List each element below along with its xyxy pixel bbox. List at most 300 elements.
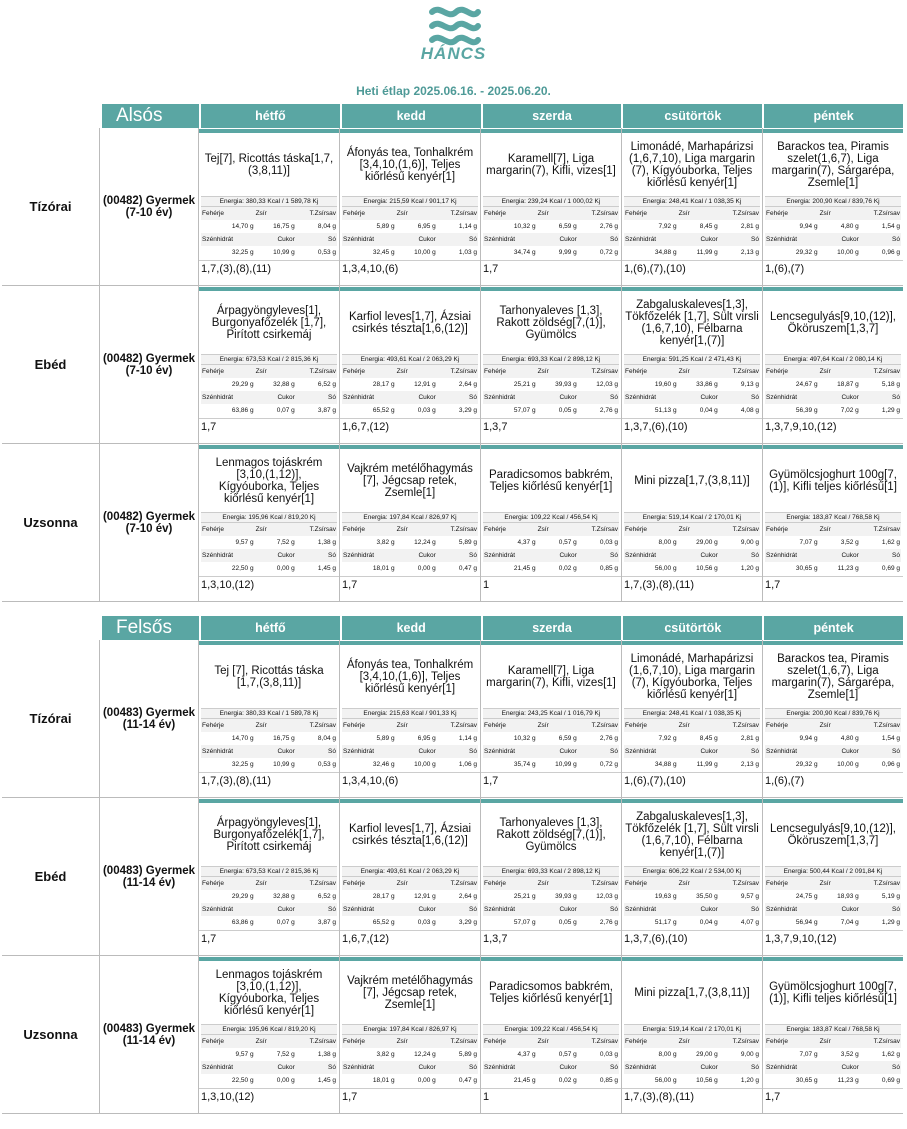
section-header <box>2 104 903 128</box>
fat-label: Zsír <box>537 365 578 378</box>
energy-value: Energia: 380,33 Kcal / 1 589,78 Kj <box>201 196 337 207</box>
allergen-list: 1,7 <box>763 576 903 592</box>
carb-value: 57,07 g <box>513 919 536 926</box>
menu-cell <box>763 128 903 285</box>
satfat-value: 5,89 g <box>458 1051 477 1058</box>
salt-value: 1,20 g <box>740 1077 759 1084</box>
energy-value: Energia: 200,90 Kcal / 839,76 Kj <box>765 708 901 719</box>
allergen-list: 1,3,4,10,(6) <box>340 772 480 788</box>
fat-label: Zsír <box>819 365 860 378</box>
food-description: Áfonyás tea, Tonhalkrém [3,4,10,(1,6)], Teljes kiőrlésű kenyér[1] <box>346 146 474 183</box>
protein-value: 9,57 g <box>235 1051 254 1058</box>
satfat-label: T.Zsírsav <box>860 365 901 378</box>
sugar-value: 0,03 g <box>417 919 436 926</box>
satfat-label: T.Zsírsav <box>860 207 901 220</box>
fat-value: 0,57 g <box>558 1051 577 1058</box>
salt-label: Só <box>578 1061 619 1074</box>
protein-label: Fehérje <box>342 877 396 890</box>
sugar-label: Cukor <box>396 391 437 404</box>
satfat-label: T.Zsírsav <box>437 207 478 220</box>
sugar-label: Cukor <box>396 745 437 758</box>
sugar-label: Cukor <box>537 549 578 562</box>
fat-value: 6,95 g <box>417 735 436 742</box>
carb-label: Szénhidrát <box>765 233 819 246</box>
salt-value: 1,29 g <box>881 919 900 926</box>
menu-section <box>2 616 903 1114</box>
age-group: (00483) Gyermek (11-14 év) <box>100 956 199 1113</box>
fat-value: 8,45 g <box>699 223 718 230</box>
energy-value: Energia: 248,41 Kcal / 1 038,35 Kj <box>624 708 760 719</box>
salt-value: 0,69 g <box>881 565 900 572</box>
fat-value: 32,88 g <box>273 381 295 388</box>
satfat-label: T.Zsírsav <box>578 719 619 732</box>
header-spacer <box>2 616 100 640</box>
salt-label: Só <box>578 391 619 404</box>
energy-value: Energia: 693,33 Kcal / 2 898,12 Kj <box>483 354 619 365</box>
satfat-value: 5,18 g <box>881 381 900 388</box>
menu-cell <box>622 798 763 955</box>
satfat-value: 6,52 g <box>317 893 336 900</box>
sugar-value: 0,03 g <box>417 407 436 414</box>
fat-value: 32,88 g <box>273 893 295 900</box>
meal-row <box>2 286 903 444</box>
salt-value: 0,85 g <box>599 1077 618 1084</box>
sugar-value: 10,00 g <box>414 761 436 768</box>
day-header: szerda <box>481 616 622 640</box>
food-description: Paradicsomos babkrém, Teljes kiőrlésű kenyér[1] <box>489 980 613 1005</box>
food-description: Karfiol leves[1,7], Ázsiai csirkés tészta[1,6,(12)] <box>348 310 472 335</box>
sugar-value: 0,04 g <box>699 407 718 414</box>
fat-value: 6,95 g <box>417 223 436 230</box>
carb-label: Szénhidrát <box>624 1061 678 1074</box>
sugar-label: Cukor <box>255 233 296 246</box>
carb-label: Szénhidrát <box>624 233 678 246</box>
salt-value: 4,07 g <box>740 919 759 926</box>
fat-label: Zsír <box>537 719 578 732</box>
carb-value: 18,01 g <box>372 1077 395 1084</box>
allergen-list: 1,3,10,(12) <box>199 576 339 592</box>
protein-value: 8,00 g <box>658 1051 677 1058</box>
menu-cell <box>763 444 903 601</box>
fat-label: Zsír <box>396 365 437 378</box>
nutrition-grid <box>201 365 337 417</box>
salt-value: 0,69 g <box>881 1077 900 1084</box>
sugar-value: 0,00 g <box>417 565 436 572</box>
nutrition-grid <box>342 207 478 259</box>
carb-label: Szénhidrát <box>483 549 537 562</box>
sugar-value: 0,02 g <box>558 565 577 572</box>
sugar-label: Cukor <box>819 903 860 916</box>
menu-cell <box>340 798 481 955</box>
nutrition-grid <box>201 719 337 771</box>
salt-label: Só <box>860 745 901 758</box>
sugar-value: 10,99 g <box>273 761 295 768</box>
satfat-label: T.Zsírsav <box>578 523 619 536</box>
carb-value: 56,00 g <box>654 1077 677 1084</box>
salt-value: 3,87 g <box>317 919 336 926</box>
energy-value: Energia: 673,53 Kcal / 2 815,36 Kj <box>201 866 337 877</box>
satfat-label: T.Zsírsav <box>296 1035 337 1048</box>
carb-value: 35,74 g <box>513 761 536 768</box>
nutrition-grid <box>765 523 901 575</box>
satfat-label: T.Zsírsav <box>860 1035 901 1048</box>
section-label: Felsős <box>100 616 199 640</box>
salt-value: 0,96 g <box>881 761 900 768</box>
sugar-value: 0,05 g <box>558 919 577 926</box>
carb-label: Szénhidrát <box>483 903 537 916</box>
energy-value: Energia: 183,87 Kcal / 768,58 Kj <box>765 1024 901 1035</box>
nutrition-grid <box>483 877 619 929</box>
energy-value: Energia: 673,53 Kcal / 2 815,36 Kj <box>201 354 337 365</box>
protein-label: Fehérje <box>201 719 255 732</box>
fat-label: Zsír <box>819 523 860 536</box>
fat-value: 18,87 g <box>837 381 859 388</box>
week-title: Heti étlap 2025.06.16. - 2025.06.20. <box>356 84 551 98</box>
sugar-value: 11,23 g <box>837 1077 859 1084</box>
energy-value: Energia: 380,33 Kcal / 1 589,78 Kj <box>201 708 337 719</box>
fat-value: 6,59 g <box>558 223 577 230</box>
allergen-list: 1,7 <box>340 1088 480 1104</box>
salt-value: 1,03 g <box>458 249 477 256</box>
sugar-label: Cukor <box>678 903 719 916</box>
satfat-value: 1,14 g <box>458 735 477 742</box>
header-spacer <box>2 104 100 128</box>
salt-label: Só <box>437 1061 478 1074</box>
satfat-label: T.Zsírsav <box>578 207 619 220</box>
satfat-label: T.Zsírsav <box>719 523 760 536</box>
protein-value: 3,82 g <box>376 1051 395 1058</box>
protein-label: Fehérje <box>483 523 537 536</box>
satfat-value: 5,19 g <box>881 893 900 900</box>
sugar-label: Cukor <box>537 1061 578 1074</box>
sugar-label: Cukor <box>255 903 296 916</box>
salt-label: Só <box>860 549 901 562</box>
salt-label: Só <box>578 903 619 916</box>
salt-label: Só <box>296 1061 337 1074</box>
satfat-value: 1,54 g <box>881 735 900 742</box>
protein-label: Fehérje <box>624 365 678 378</box>
protein-label: Fehérje <box>624 877 678 890</box>
energy-value: Energia: 200,90 Kcal / 839,76 Kj <box>765 196 901 207</box>
satfat-label: T.Zsírsav <box>719 877 760 890</box>
carb-value: 30,65 g <box>795 565 818 572</box>
fat-value: 12,24 g <box>414 539 436 546</box>
sugar-value: 10,99 g <box>273 249 295 256</box>
day-header: péntek <box>762 616 903 640</box>
day-header: szerda <box>481 104 622 128</box>
carb-label: Szénhidrát <box>624 903 678 916</box>
food-description: Zabgaluskaleves[1,3], Tökfőzelék [1,7], Sült virsli (1,6,7,10), Félbarna kenyér[1,(7)] <box>625 298 759 347</box>
protein-value: 25,21 g <box>513 893 536 900</box>
protein-label: Fehérje <box>342 719 396 732</box>
protein-label: Fehérje <box>201 1035 255 1048</box>
food-description: Tej[7], Ricottás táska[1,7,(3,8,11)] <box>204 152 334 177</box>
energy-value: Energia: 109,22 Kcal / 456,54 Kj <box>483 512 619 523</box>
nutrition-grid <box>765 1035 901 1087</box>
salt-value: 0,53 g <box>317 761 336 768</box>
salt-value: 3,29 g <box>458 919 477 926</box>
menu-cell <box>199 444 340 601</box>
nutrition-grid <box>624 207 760 259</box>
carb-value: 51,13 g <box>654 407 677 414</box>
salt-value: 0,72 g <box>599 761 618 768</box>
allergen-list: 1,3,7,(6),(10) <box>622 930 762 946</box>
satfat-label: T.Zsírsav <box>719 719 760 732</box>
nutrition-grid <box>342 1035 478 1087</box>
energy-value: Energia: 195,96 Kcal / 819,20 Kj <box>201 512 337 523</box>
carb-value: 30,65 g <box>795 1077 818 1084</box>
carb-value: 32,45 g <box>372 249 395 256</box>
fat-label: Zsír <box>255 877 296 890</box>
age-group: (00482) Gyermek (7-10 év) <box>100 286 199 443</box>
protein-label: Fehérje <box>624 1035 678 1048</box>
fat-value: 16,75 g <box>273 223 295 230</box>
carb-value: 56,39 g <box>795 407 818 414</box>
satfat-label: T.Zsírsav <box>437 365 478 378</box>
satfat-label: T.Zsírsav <box>296 365 337 378</box>
satfat-label: T.Zsírsav <box>296 207 337 220</box>
fat-label: Zsír <box>819 1035 860 1048</box>
nutrition-grid <box>624 365 760 417</box>
carb-label: Szénhidrát <box>201 391 255 404</box>
age-group: (00482) Gyermek (7-10 év) <box>100 444 199 601</box>
allergen-list: 1 <box>481 576 621 592</box>
sugar-label: Cukor <box>537 233 578 246</box>
fat-label: Zsír <box>537 877 578 890</box>
menu-cell <box>481 798 622 955</box>
fat-value: 6,59 g <box>558 735 577 742</box>
fat-label: Zsír <box>396 523 437 536</box>
menu-cell <box>622 286 763 443</box>
protein-value: 5,89 g <box>376 223 395 230</box>
nutrition-grid <box>342 877 478 929</box>
fat-value: 12,91 g <box>414 381 436 388</box>
menu-cell <box>763 798 903 955</box>
salt-value: 2,13 g <box>740 249 759 256</box>
fat-value: 12,24 g <box>414 1051 436 1058</box>
fat-value: 8,45 g <box>699 735 718 742</box>
meal-name: Tízórai <box>2 640 100 797</box>
food-description: Barackos tea, Piramis szelet(1,6,7), Liga margarin(7), Sárgarépa, Zsemle[1] <box>771 140 895 189</box>
meal-row <box>2 128 903 286</box>
allergen-list: 1,6,7,(12) <box>340 418 480 434</box>
food-description: Mini pizza[1,7,(3,8,11)] <box>634 474 750 487</box>
salt-value: 3,29 g <box>458 407 477 414</box>
sugar-label: Cukor <box>255 549 296 562</box>
fat-label: Zsír <box>678 1035 719 1048</box>
nutrition-grid <box>765 877 901 929</box>
allergen-list: 1,3,10,(12) <box>199 1088 339 1104</box>
sugar-value: 10,56 g <box>696 1077 718 1084</box>
food-description: Lencsegulyás[9,10,(12)], Ököruszem[1,3,7] <box>770 310 896 335</box>
food-description: Karamell[7], Liga margarin(7), Kifli, vizes[1] <box>486 664 616 689</box>
allergen-list: 1 <box>481 1088 621 1104</box>
nutrition-grid <box>342 365 478 417</box>
satfat-label: T.Zsírsav <box>719 365 760 378</box>
food-description: Gyümölcsjoghurt 100g[7,(1)], Kifli teljes kiőrlésű[1] <box>769 980 897 1005</box>
food-description: Árpagyöngyleves[1], Burgonyafőzelék[1,7], Pirított csirkemáj <box>213 816 325 853</box>
nutrition-grid <box>342 719 478 771</box>
energy-value: Energia: 248,41 Kcal / 1 038,35 Kj <box>624 196 760 207</box>
carb-label: Szénhidrát <box>483 391 537 404</box>
carb-value: 63,86 g <box>231 919 254 926</box>
protein-value: 7,07 g <box>799 1051 818 1058</box>
salt-value: 1,20 g <box>740 565 759 572</box>
carb-label: Szénhidrát <box>483 1061 537 1074</box>
protein-label: Fehérje <box>483 207 537 220</box>
satfat-value: 9,00 g <box>740 1051 759 1058</box>
sugar-label: Cukor <box>396 1061 437 1074</box>
protein-label: Fehérje <box>624 523 678 536</box>
energy-value: Energia: 519,14 Kcal / 2 170,01 Kj <box>624 512 760 523</box>
menu-cell <box>199 286 340 443</box>
protein-label: Fehérje <box>765 877 819 890</box>
satfat-value: 2,81 g <box>740 223 759 230</box>
satfat-label: T.Zsírsav <box>719 1035 760 1048</box>
fat-label: Zsír <box>819 877 860 890</box>
salt-value: 0,53 g <box>317 249 336 256</box>
protein-value: 14,70 g <box>231 735 254 742</box>
salt-label: Só <box>719 549 760 562</box>
carb-value: 63,86 g <box>231 407 254 414</box>
food-description: Vajkrém metélőhagymás [7], Jégcsap retek, Zsemle[1] <box>347 462 473 499</box>
sugar-value: 0,07 g <box>276 919 295 926</box>
protein-value: 9,57 g <box>235 539 254 546</box>
allergen-list: 1,(6),(7) <box>763 260 903 276</box>
protein-value: 10,32 g <box>513 223 536 230</box>
satfat-value: 8,04 g <box>317 735 336 742</box>
sugar-label: Cukor <box>678 391 719 404</box>
sugar-label: Cukor <box>537 903 578 916</box>
protein-value: 5,89 g <box>376 735 395 742</box>
satfat-value: 1,38 g <box>317 539 336 546</box>
energy-value: Energia: 497,64 Kcal / 2 080,14 Kj <box>765 354 901 365</box>
salt-label: Só <box>860 233 901 246</box>
salt-label: Só <box>860 903 901 916</box>
waves-logo-icon <box>424 6 484 46</box>
fat-value: 39,93 g <box>555 893 577 900</box>
sugar-value: 11,99 g <box>696 761 718 768</box>
satfat-value: 8,04 g <box>317 223 336 230</box>
food-description: Tarhonyaleves [1,3], Rakott zöldség[7,(1)], Gyümölcs <box>496 304 606 341</box>
salt-value: 2,76 g <box>599 919 618 926</box>
satfat-value: 2,76 g <box>599 735 618 742</box>
nutrition-grid <box>624 1035 760 1087</box>
protein-label: Fehérje <box>765 207 819 220</box>
carb-label: Szénhidrát <box>201 903 255 916</box>
protein-label: Fehérje <box>765 365 819 378</box>
energy-value: Energia: 239,24 Kcal / 1 000,02 Kj <box>483 196 619 207</box>
sugar-label: Cukor <box>255 1061 296 1074</box>
food-description: Limonádé, Marhapárizsi (1,6,7,10), Liga margarin (7), Kígyóuborka, Teljes kiőrlésű kenyér[1] <box>629 652 755 701</box>
salt-label: Só <box>719 233 760 246</box>
carb-value: 51,17 g <box>654 919 677 926</box>
menu-cell <box>763 640 903 797</box>
protein-value: 8,00 g <box>658 539 677 546</box>
satfat-value: 1,54 g <box>881 223 900 230</box>
sugar-value: 7,04 g <box>840 919 859 926</box>
carb-value: 56,00 g <box>654 565 677 572</box>
fat-label: Zsír <box>678 365 719 378</box>
carb-label: Szénhidrát <box>765 1061 819 1074</box>
sugar-value: 0,00 g <box>417 1077 436 1084</box>
allergen-list: 1,3,4,10,(6) <box>340 260 480 276</box>
fat-label: Zsír <box>255 719 296 732</box>
fat-label: Zsír <box>678 877 719 890</box>
protein-label: Fehérje <box>201 877 255 890</box>
carb-value: 65,52 g <box>372 407 395 414</box>
food-description: Lenmagos tojáskrém [3,10,(1,12)], Kígyóuborka, Teljes kiőrlésű kenyér[1] <box>215 456 323 505</box>
salt-value: 2,76 g <box>599 407 618 414</box>
carb-label: Szénhidrát <box>624 391 678 404</box>
carb-value: 57,07 g <box>513 407 536 414</box>
protein-value: 7,07 g <box>799 539 818 546</box>
allergen-list: 1,(6),(7),(10) <box>622 772 762 788</box>
salt-label: Só <box>437 549 478 562</box>
sugar-label: Cukor <box>678 549 719 562</box>
energy-value: Energia: 215,59 Kcal / 901,17 Kj <box>342 196 478 207</box>
carb-value: 32,25 g <box>231 761 254 768</box>
age-group: (00482) Gyermek (7-10 év) <box>100 128 199 285</box>
carb-value: 29,32 g <box>795 761 818 768</box>
fat-label: Zsír <box>396 207 437 220</box>
energy-value: Energia: 493,61 Kcal / 2 063,29 Kj <box>342 354 478 365</box>
satfat-label: T.Zsírsav <box>719 207 760 220</box>
carb-label: Szénhidrát <box>765 903 819 916</box>
satfat-label: T.Zsírsav <box>296 523 337 536</box>
menu-cell <box>481 640 622 797</box>
food-description: Lencsegulyás[9,10,(12)], Ököruszem[1,3,7] <box>770 822 896 847</box>
carb-value: 32,25 g <box>231 249 254 256</box>
salt-label: Só <box>860 1061 901 1074</box>
salt-label: Só <box>296 233 337 246</box>
carb-value: 29,32 g <box>795 249 818 256</box>
carb-value: 21,45 g <box>513 1077 536 1084</box>
menu-cell <box>763 956 903 1113</box>
satfat-value: 5,89 g <box>458 539 477 546</box>
age-group: (00483) Gyermek (11-14 év) <box>100 798 199 955</box>
allergen-list: 1,3,7,9,10,(12) <box>763 418 903 434</box>
fat-value: 18,93 g <box>837 893 859 900</box>
sugar-label: Cukor <box>537 745 578 758</box>
salt-label: Só <box>296 745 337 758</box>
fat-label: Zsír <box>396 1035 437 1048</box>
sugar-label: Cukor <box>678 1061 719 1074</box>
meal-row <box>2 798 903 956</box>
nutrition-grid <box>624 877 760 929</box>
protein-value: 10,32 g <box>513 735 536 742</box>
fat-label: Zsír <box>537 207 578 220</box>
satfat-label: T.Zsírsav <box>578 365 619 378</box>
carb-label: Szénhidrát <box>342 391 396 404</box>
satfat-value: 0,03 g <box>599 1051 618 1058</box>
satfat-label: T.Zsírsav <box>437 523 478 536</box>
nutrition-grid <box>483 719 619 771</box>
protein-label: Fehérje <box>765 1035 819 1048</box>
protein-value: 24,67 g <box>795 381 818 388</box>
carb-label: Szénhidrát <box>342 1061 396 1074</box>
allergen-list: 1,6,7,(12) <box>340 930 480 946</box>
nutrition-grid <box>483 365 619 417</box>
carb-label: Szénhidrát <box>342 233 396 246</box>
menu-cell <box>199 640 340 797</box>
protein-value: 28,17 g <box>372 893 395 900</box>
logo-text: HÁNCS <box>420 44 487 63</box>
food-description: Árpagyöngyleves[1], Burgonyafőzelék [1,7], Pirított csirkemáj <box>211 304 327 341</box>
salt-label: Só <box>719 1061 760 1074</box>
fat-value: 3,52 g <box>840 1051 859 1058</box>
allergen-list: 1,(6),(7) <box>763 772 903 788</box>
